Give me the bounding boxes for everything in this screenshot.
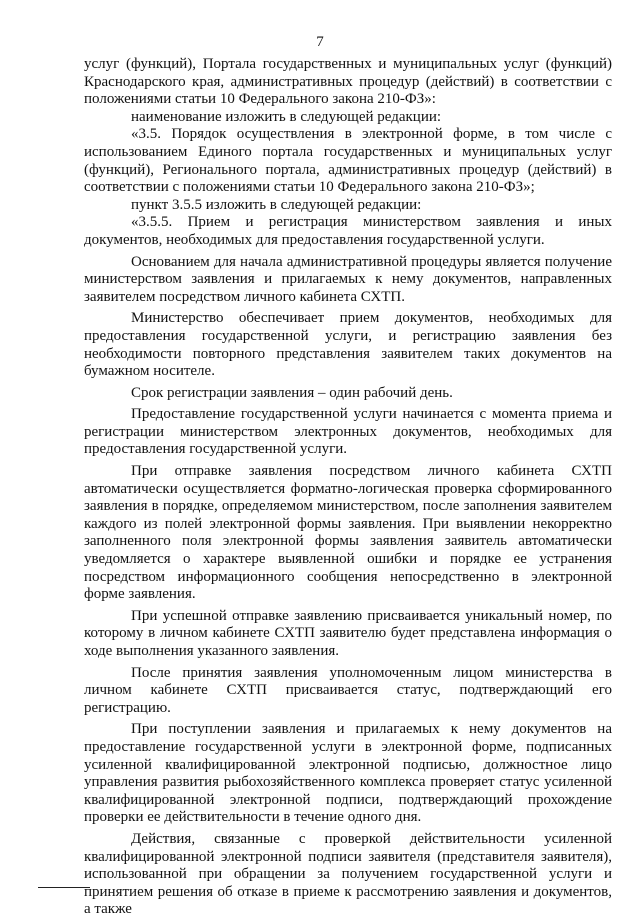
paragraph-9: Предоставление государственной услуги начинается с момента приема и регистрации министерством электронных документов, необходимых для предоставления государственной услуги. bbox=[84, 406, 612, 458]
paragraph-7: Министерство обеспечивает прием документов, необходимых для предоставления государственной услуги, и регистрацию заявления без необходимости повторного представления заявителем таких документов на бумажном носителе. bbox=[84, 310, 612, 380]
paragraph-11: При успешной отправке заявлению присваивается уникальный номер, по которому в личном кабинете СХТП заявителю будет представлена информация о ходе выполнения указанного заявления. bbox=[84, 607, 612, 659]
page-number: 7 bbox=[316, 34, 324, 50]
document-body bbox=[84, 56, 612, 919]
paragraph-8: Срок регистрации заявления – один рабочий день. bbox=[131, 384, 453, 401]
paragraph-13: При поступлении заявления и прилагаемых к нему документов на предоставление государственной услуги в электронной форме, подписанных усиленной квалифицированной электронной подписью, должностное лицо управления развития рыбохозяйственного комплекса проверяет статус усиленной квалифицированной электронной подписи, подтверждающий прохождение проверки ее действительности в течение одного дня. bbox=[84, 721, 612, 826]
paragraph-3: «3.5. Порядок осуществления в электронной форме, в том числе с использованием Единого портала государственных и муниципальных услуг (функций), Регионального портала, административных процедур (действий) в соответствии с положениями статьи 10 Федерального закона 210-ФЗ»; bbox=[84, 126, 612, 196]
paragraph-10: При отправке заявления посредством личного кабинета СХТП автоматически осуществляется форматно-логическая проверка сформированного заявления в порядке, определяемом министерством, после заполнения заявителем каждого из полей электронной формы заявления. При выявлении некорректно заполненного поля электронной формы заявления заявитель автоматически уведомляется о характере выявленной ошибки и порядке ее устранения посредством информационного сообщения непосредственно в электронной форме заявления. bbox=[84, 463, 612, 603]
paragraph-5: «3.5.5. Прием и регистрация министерством заявления и иных документов, необходимых для предоставления государственной услуги. bbox=[84, 214, 612, 248]
paragraph-1: услуг (функций), Портала государственных и муниципальных услуг (функций) Краснодарского края, административных процедур (действий) в соответствии с положениями статьи 10 Федерального закона 210-ФЗ»: bbox=[84, 56, 612, 108]
paragraph-12: После принятия заявления уполномоченным лицом министерства в личном кабинете СХТП присваивается статус, подтверждающий его регистрацию. bbox=[84, 664, 612, 716]
paragraph-14: Действия, связанные с проверкой действительности усиленной квалифицированной электронной подписи заявителя (представителя заявителя), использованной при обращении за получением государственной услуги и принятием решения об отказе в приеме к рассмотрению заявления и документов, а также bbox=[84, 830, 612, 918]
paragraph-4: пункт 3.5.5 изложить в следующей редакции: bbox=[131, 196, 422, 213]
paragraph-6: Основанием для начала административной процедуры является получение министерством заявления и прилагаемых к нему документов, направленных заявителем посредством личного кабинета СХТП. bbox=[84, 253, 612, 305]
paragraph-2: наименование изложить в следующей редакции: bbox=[131, 108, 442, 125]
footer-rule bbox=[38, 887, 90, 888]
